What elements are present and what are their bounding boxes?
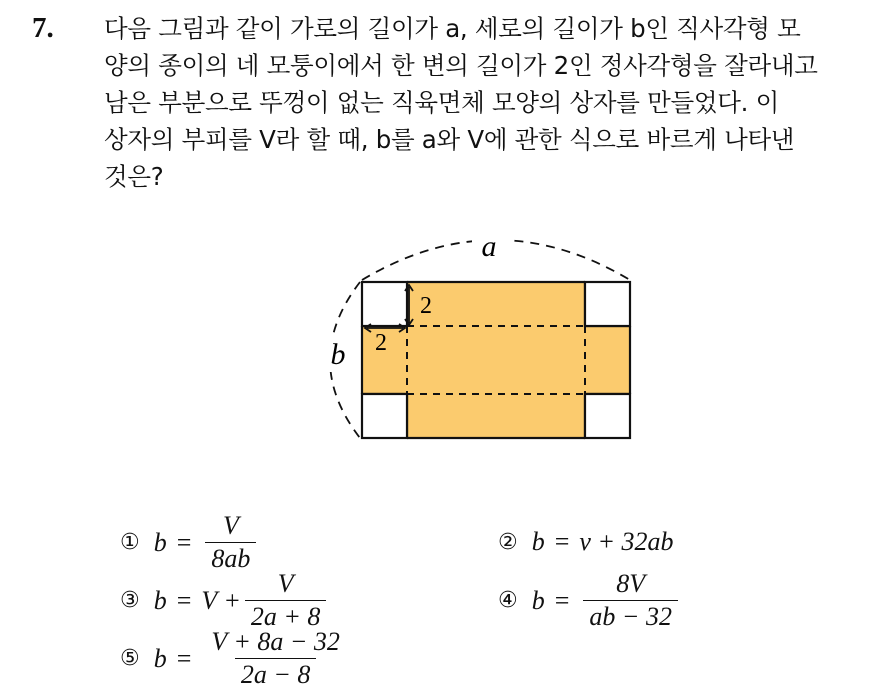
question-line-2: 양의 종이의 네 모퉁이에서 한 변의 길이가 2인 정사각형을 잘라내고 xyxy=(104,51,818,80)
choice-1-number: ① xyxy=(120,530,140,555)
choice-3-numerator: V xyxy=(277,569,294,598)
choice-1[interactable] xyxy=(120,512,260,573)
choice-4-lhs: b xyxy=(531,585,545,615)
choice-4-number: ④ xyxy=(498,588,518,613)
choice-2-number: ② xyxy=(498,529,518,555)
paper-fill-middle xyxy=(362,326,630,394)
choice-1-eq: = xyxy=(176,527,192,557)
question-line-4: 상자의 부피를 V라 할 때, b를 a와 V에 관한 식으로 바르게 나타낸 xyxy=(104,125,795,154)
choice-2-expression: v + 32ab xyxy=(579,527,674,556)
choice-3[interactable] xyxy=(120,570,330,631)
choice-3-denominator: 2a + 8 xyxy=(245,600,327,631)
question-line-5: 것은? xyxy=(104,162,164,191)
corner-label-top: 2 xyxy=(420,293,432,319)
choice-2-lhs: b xyxy=(531,527,545,556)
corner-label-left: 2 xyxy=(375,330,387,356)
choice-1-fraction xyxy=(205,512,256,573)
choice-3-number: ③ xyxy=(120,588,140,613)
choice-5-number: ⑤ xyxy=(120,646,140,671)
choice-3-lhs: b xyxy=(153,585,167,615)
choice-3-prefix: V + xyxy=(201,585,241,615)
choice-5-numerator: V + 8a − 32 xyxy=(211,627,340,656)
choice-2-eq: = xyxy=(554,527,570,556)
choice-1-denominator: 8ab xyxy=(205,542,256,573)
choice-5-denominator: 2a − 8 xyxy=(235,658,317,689)
choice-5-eq: = xyxy=(176,643,192,673)
corner-square-bottom-left xyxy=(362,394,407,438)
question-line-3: 남은 부분으로 뚜껑이 없는 직육면체 모양의 상자를 만들었다. 이 xyxy=(104,88,779,117)
choice-5-fraction xyxy=(205,628,346,689)
choice-5[interactable] xyxy=(120,628,350,689)
choice-4-fraction xyxy=(583,570,678,631)
corner-square-bottom-right xyxy=(585,394,630,438)
choice-5-lhs: b xyxy=(153,643,167,673)
choice-1-lhs: b xyxy=(153,527,167,557)
choice-4-numerator: 8V xyxy=(616,569,646,598)
choice-4[interactable] xyxy=(498,570,682,631)
choice-3-eq: = xyxy=(176,585,192,615)
choice-4-denominator: ab − 32 xyxy=(583,600,678,631)
label-a: a xyxy=(481,230,497,263)
question-number: 7. xyxy=(32,12,54,44)
corner-square-top-right xyxy=(585,282,630,326)
question-line-1: 다음 그림과 같이 가로의 길이가 a, 세로의 길이가 b인 직사각형 모 xyxy=(104,14,801,43)
choice-4-eq: = xyxy=(554,585,570,615)
choice-3-fraction xyxy=(245,570,327,631)
choice-2[interactable] xyxy=(498,527,674,557)
choice-1-numerator: V xyxy=(222,511,239,540)
corner-square-top-left xyxy=(362,282,407,326)
label-b: b xyxy=(330,338,346,371)
